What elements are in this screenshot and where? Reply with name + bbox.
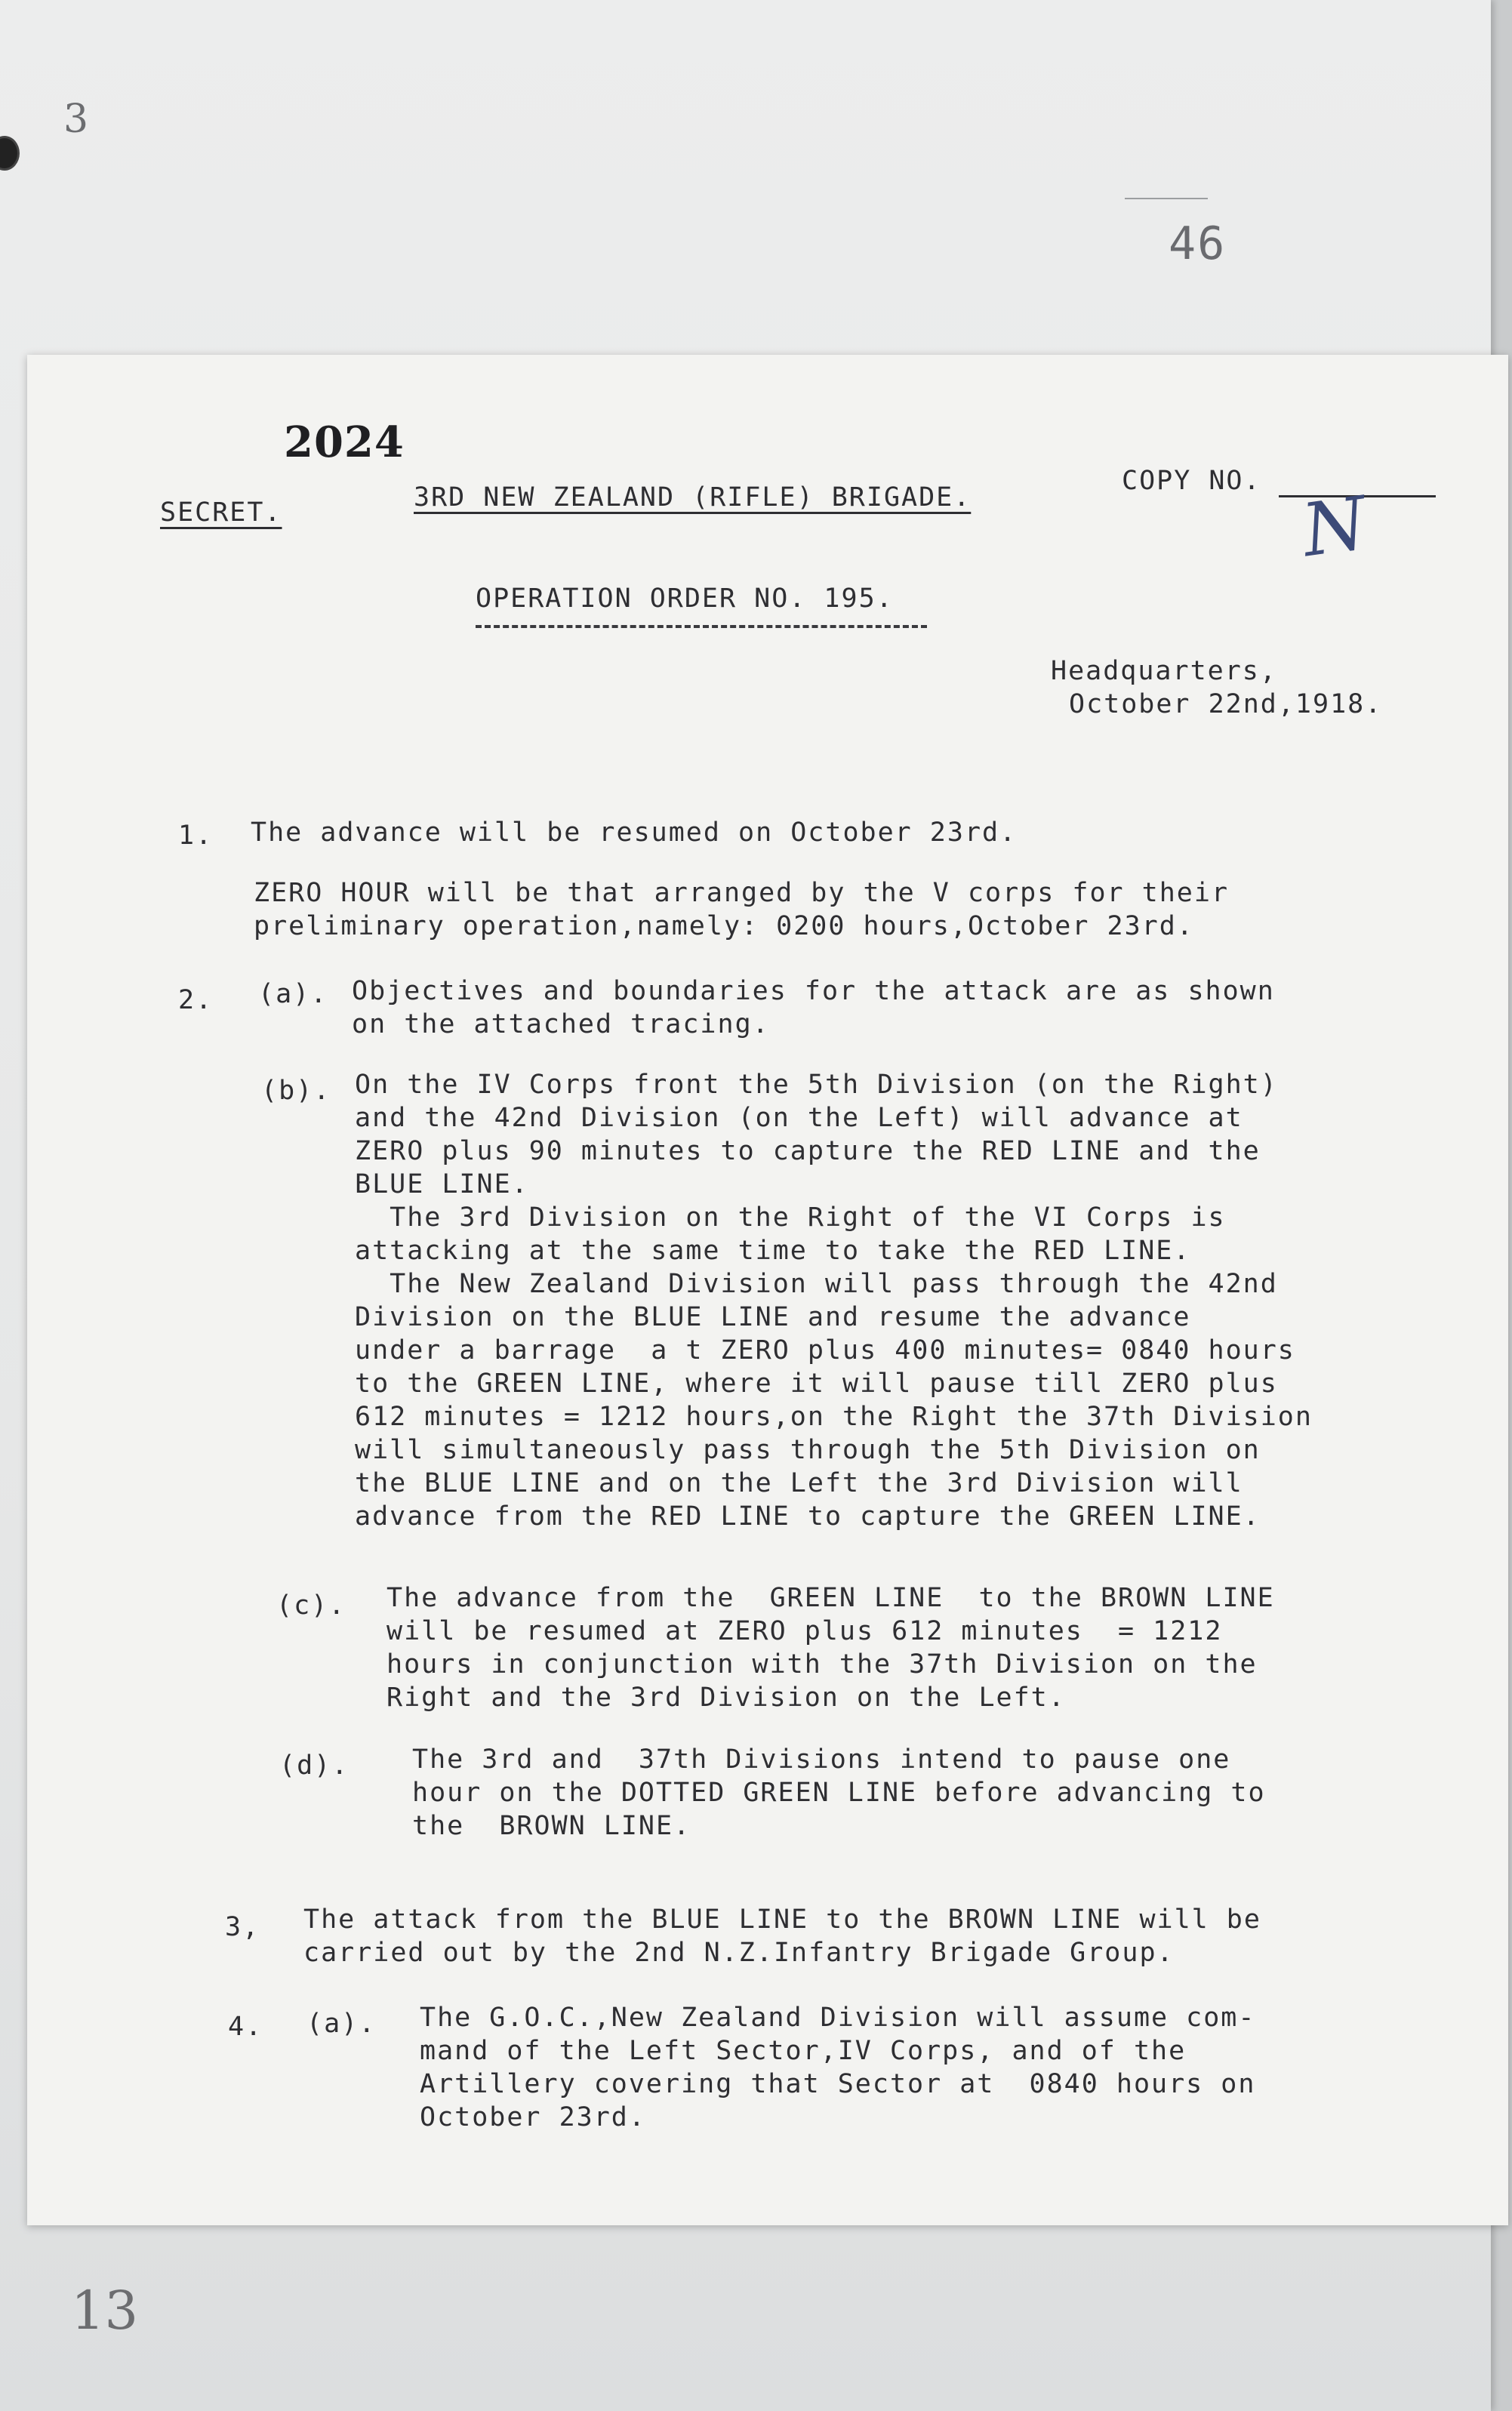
para-line: mand of the Left Sector,IV Corps, and of the	[420, 2036, 1187, 2066]
para-line: On the IV Corps front the 5th Division (on the Right)	[355, 1070, 1278, 1100]
para-line: Artillery covering that Sector at 0840 hours on	[420, 2069, 1256, 2099]
para-number: 2.	[178, 985, 214, 1015]
para-line: Division on the BLUE LINE and resume the advance	[355, 1302, 1191, 1332]
para-line: October 23rd.	[420, 2102, 646, 2132]
para-line: Objectives and boundaries for the attack are as shown	[352, 976, 1275, 1006]
para-line: on the attached tracing.	[352, 1009, 770, 1039]
para-line: ZERO plus 90 minutes to capture the RED LINE and the	[355, 1136, 1261, 1166]
para-line: 612 minutes = 1212 hours,on the Right the 37th Division	[355, 1402, 1313, 1432]
origin-line-2: October 22nd,1918.	[1069, 689, 1383, 719]
order-title: OPERATION ORDER NO. 195.	[476, 584, 894, 614]
classification: SECRET.	[160, 497, 282, 528]
para-number: 4.	[228, 2012, 263, 2042]
para-line: the BLUE LINE and on the Left the 3rd Division will	[355, 1468, 1243, 1498]
para-line: attacking at the same time to take the RED LINE.	[355, 1236, 1191, 1266]
sub-para-label: (a).	[258, 979, 328, 1009]
para-line: The advance will be resumed on October 23rd.	[251, 818, 1018, 848]
para-line: Right and the 3rd Division on the Left.	[386, 1683, 1066, 1713]
pencil-mark: 13	[71, 2280, 139, 2342]
para-line: The advance from the GREEN LINE to the BROWN LINE	[386, 1583, 1275, 1613]
copy-number: N	[1297, 480, 1372, 574]
sub-para-label: (d).	[279, 1751, 350, 1781]
para-line: will be resumed at ZERO plus 612 minutes = 1212	[386, 1616, 1223, 1646]
para-line: will simultaneously pass through the 5th Division on	[355, 1435, 1261, 1465]
origin-line-1: Headquarters,	[1051, 656, 1277, 686]
sub-para-label: (b).	[261, 1076, 331, 1106]
pencil-mark: 3	[63, 97, 89, 142]
para-line: hours in conjunction with the 37th Division on the	[386, 1649, 1258, 1680]
para-line: advance from the RED LINE to capture the GREEN LINE.	[355, 1501, 1261, 1532]
title-rule	[476, 625, 927, 628]
typed-order-sheet	[27, 355, 1508, 2225]
file-page-number: 46	[1169, 217, 1227, 270]
para-number: 1.	[178, 821, 214, 851]
para-line: The New Zealand Division will pass through the 42nd	[355, 1269, 1278, 1299]
sub-para-label: (c).	[276, 1590, 346, 1621]
unit-heading: 3RD NEW ZEALAND (RIFLE) BRIGADE.	[414, 482, 972, 513]
para-line: to the GREEN LINE, where it will pause till ZERO plus	[355, 1369, 1278, 1399]
para-line: hour on the DOTTED GREEN LINE before advancing to	[412, 1778, 1266, 1808]
page-number-underline	[1125, 198, 1208, 199]
para-line: preliminary operation,namely: 0200 hours,October 23rd.	[254, 911, 1194, 941]
para-line: the BROWN LINE.	[412, 1811, 691, 1841]
para-line: ZERO HOUR will be that arranged by the V corps for their	[254, 878, 1230, 908]
para-line: and the 42nd Division (on the Left) will advance at	[355, 1103, 1243, 1133]
para-line: The 3rd and 37th Divisions intend to pause one	[412, 1744, 1231, 1775]
para-line: The attack from the BLUE LINE to the BROWN LINE will be	[303, 1904, 1261, 1935]
sub-para-label: (a).	[306, 2009, 377, 2039]
para-number: 3,	[225, 1912, 260, 1942]
para-line: The G.O.C.,New Zealand Division will assume com-	[420, 2003, 1256, 2033]
para-line: under a barrage a t ZERO plus 400 minutes= 0840 hours	[355, 1335, 1295, 1366]
para-line: The 3rd Division on the Right of the VI Corps is	[355, 1202, 1226, 1233]
document-number: 2024	[284, 417, 405, 467]
para-line: carried out by the 2nd N.Z.Infantry Brigade Group.	[303, 1938, 1175, 1968]
para-line: BLUE LINE.	[355, 1169, 529, 1199]
copy-label: COPY NO.	[1122, 466, 1261, 496]
